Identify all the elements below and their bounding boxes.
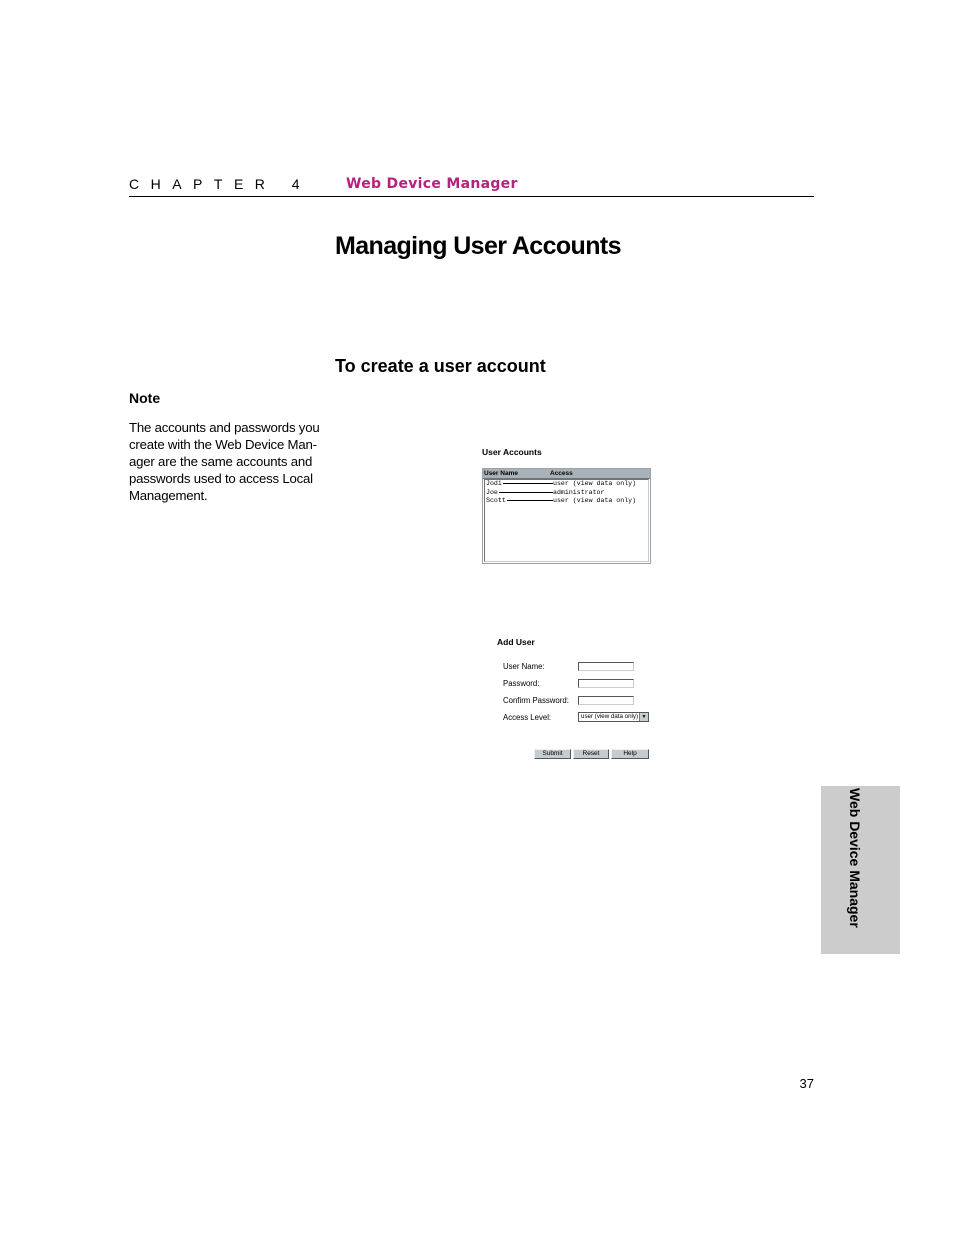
note-title: Note xyxy=(129,390,161,406)
note-line: ager are the same accounts and xyxy=(129,454,313,469)
user-accounts-list[interactable] xyxy=(482,468,651,564)
chapter-label: CHAPTER 4 xyxy=(129,176,312,192)
chapter-header xyxy=(129,176,814,197)
page-title: Managing User Accounts xyxy=(335,232,621,260)
note-line: passwords used to access Local xyxy=(129,471,313,486)
chevron-down-icon[interactable]: ▼ xyxy=(639,713,648,721)
side-tab xyxy=(821,786,900,954)
access-cell: administrator xyxy=(553,488,605,496)
list-item[interactable] xyxy=(485,489,648,498)
user-name-input[interactable] xyxy=(578,662,634,671)
help-button[interactable]: Help xyxy=(611,749,649,759)
list-item[interactable] xyxy=(485,497,648,506)
password-input[interactable] xyxy=(578,679,634,688)
confirm-password-input[interactable] xyxy=(578,696,634,705)
reset-button[interactable]: Reset xyxy=(573,749,609,759)
add-user-title: Add User xyxy=(497,637,535,647)
section-heading: To create a user account xyxy=(335,356,546,376)
access-cell: user (view data only) xyxy=(553,480,637,487)
column-header-user-name: User Name xyxy=(484,470,518,477)
access-level-select[interactable] xyxy=(578,712,649,722)
user-name-cell: Jodi xyxy=(486,480,553,489)
page-number: 37 xyxy=(799,1076,814,1091)
access-level-label: Access Level: xyxy=(503,713,552,722)
list-item[interactable] xyxy=(485,480,648,489)
user-accounts-listbox[interactable] xyxy=(484,479,649,562)
user-name-label: User Name: xyxy=(503,662,545,671)
note-line: create with the Web Device Man- xyxy=(129,437,317,452)
user-accounts-header xyxy=(483,469,650,479)
note-line: The accounts and passwords you xyxy=(129,420,320,435)
confirm-password-label: Confirm Password: xyxy=(503,696,569,705)
user-name-cell: Joe xyxy=(486,489,553,498)
access-level-value: user (view data only) xyxy=(581,713,639,720)
column-header-access: Access xyxy=(550,470,573,477)
note-line: Management. xyxy=(129,488,208,503)
user-name-cell: Scott xyxy=(486,497,553,506)
side-tab-label: Web Device Manager xyxy=(847,788,863,928)
note-body xyxy=(129,419,321,504)
password-label: Password: xyxy=(503,679,540,688)
submit-button[interactable]: Submit xyxy=(534,749,571,759)
user-accounts-title: User Accounts xyxy=(482,447,542,457)
access-cell: user (view data only) xyxy=(553,497,637,504)
chapter-title: Web Device Manager xyxy=(346,176,518,192)
